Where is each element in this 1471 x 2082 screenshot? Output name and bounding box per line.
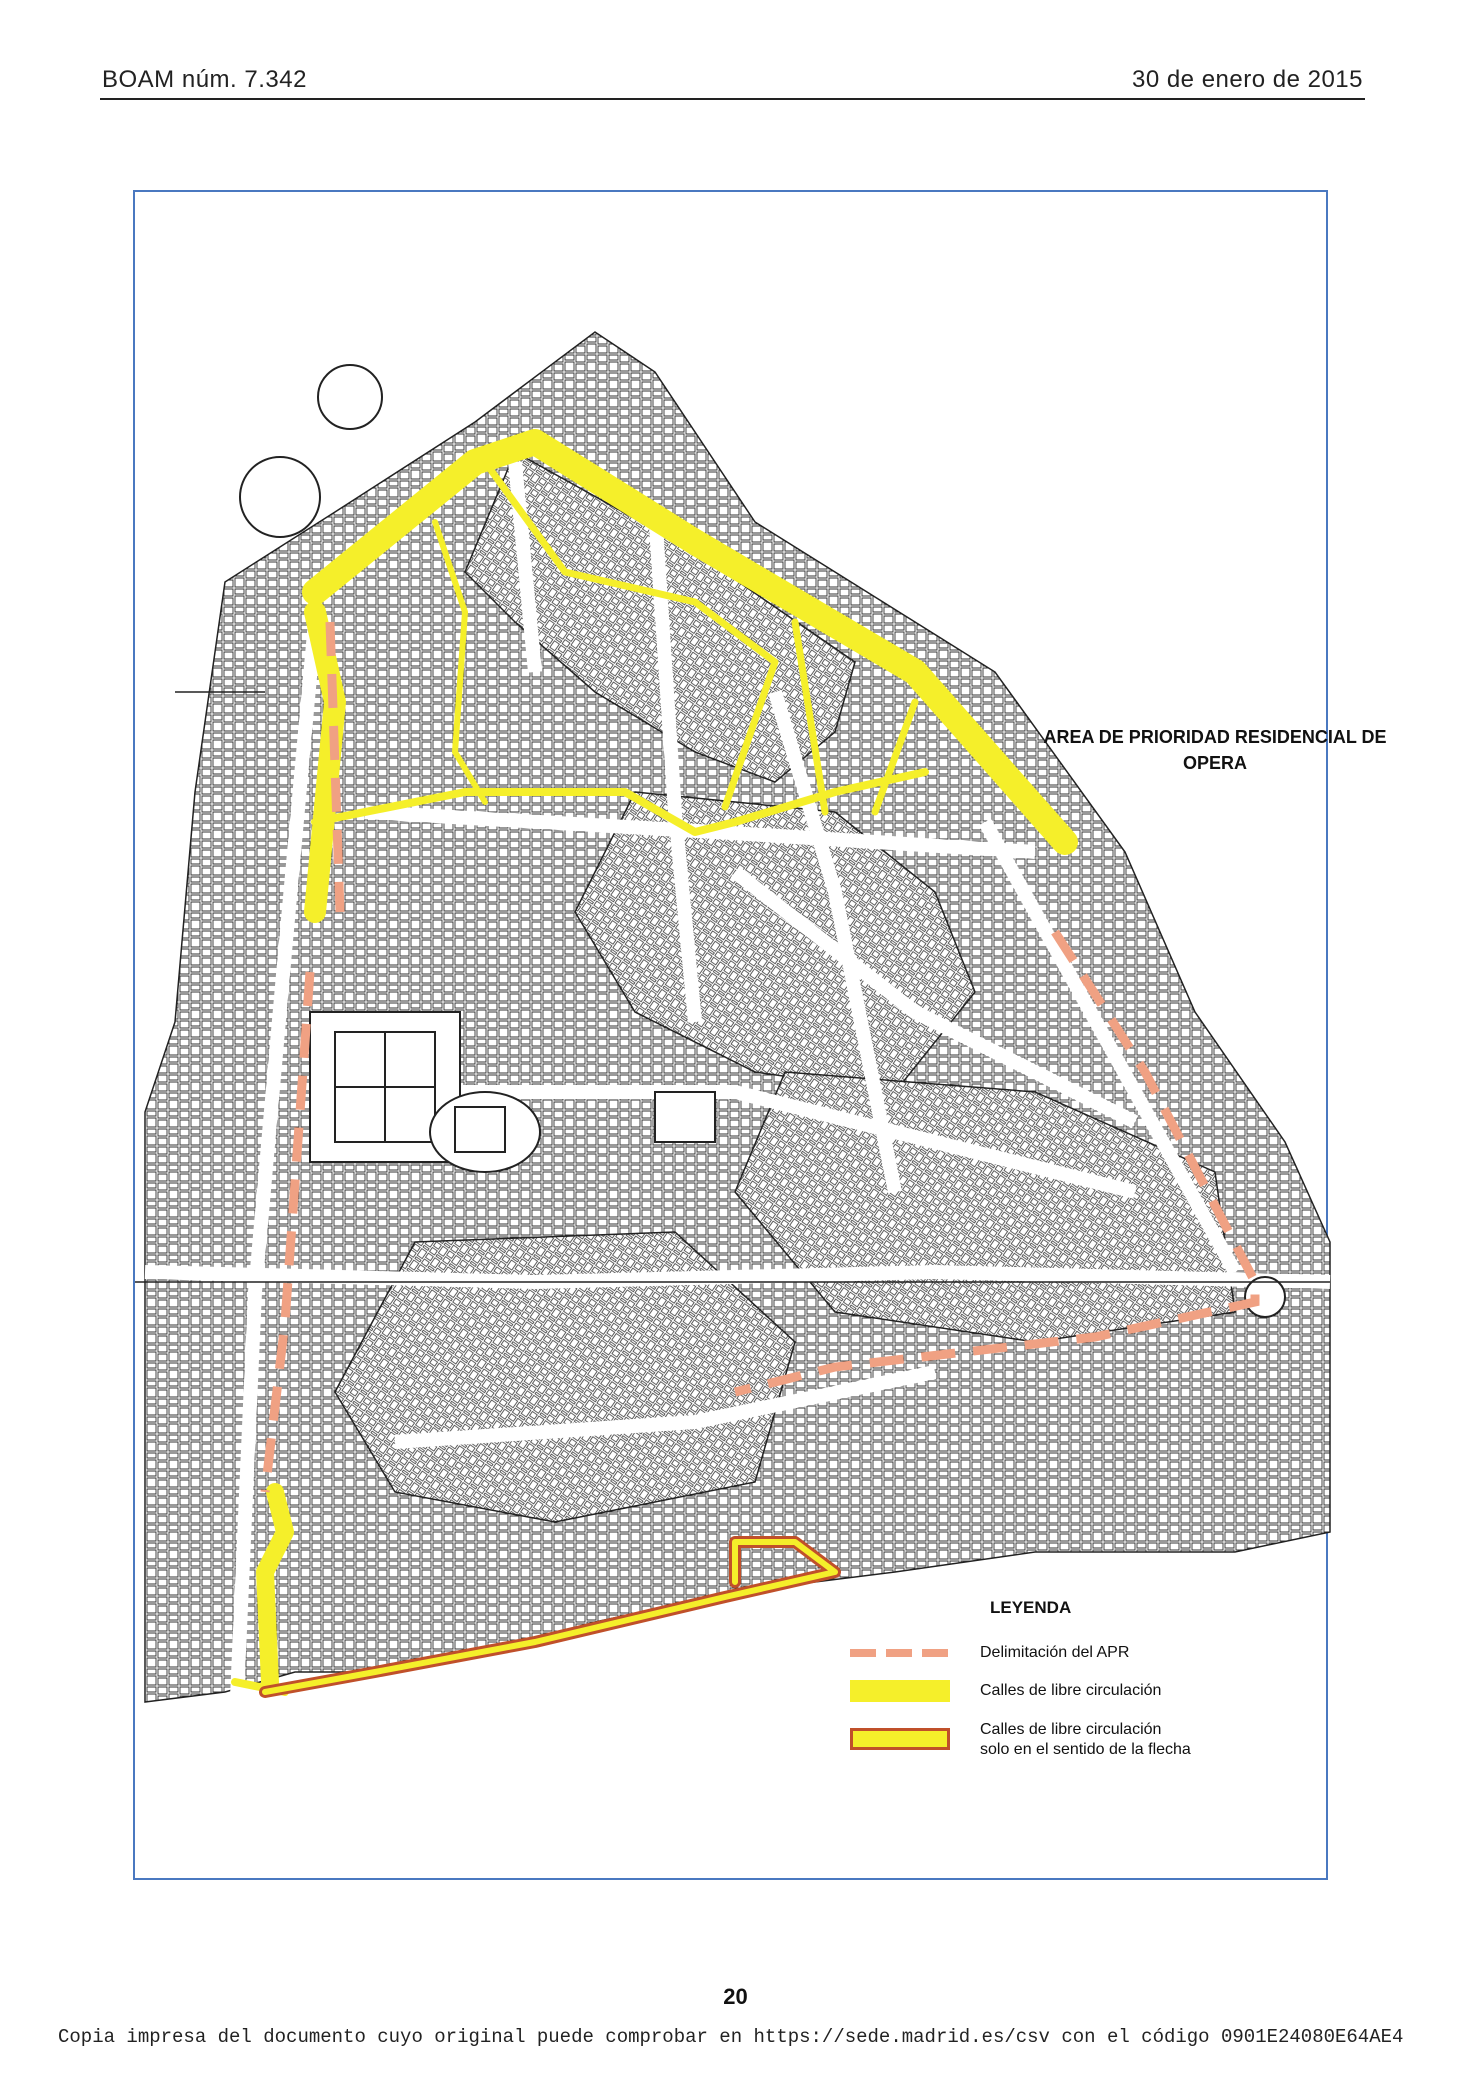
publication-date: 30 de enero de 2015 [1131,66,1363,93]
legend-label-line1: Calles de libre circulación [980,1721,1162,1738]
bulletin-number: BOAM núm. 7.342 [102,66,307,93]
map-title-line2: OPERA [1182,753,1247,773]
map-title [1005,724,1425,776]
outlined-yellow-swatch [850,1728,950,1750]
dashed-line-swatch [850,1642,950,1664]
yellow-swatch [850,1680,950,1702]
legend-label-line2: solo en el sentido de la flecha [980,1741,1191,1758]
verification-footer: Copia impresa del documento cuyo original puede comprobar en https://sede.madrid.es/csv con el código 0901E24080E64AE4 [58,2026,1404,2048]
legend-label: Calles de libre circulación [980,1682,1162,1699]
map-title-line1: AREA DE PRIORIDAD RESIDENCIAL DE [1043,727,1387,747]
page-number: 20 [723,1984,748,2009]
legend-heading: LEYENDA [990,1598,1072,1617]
legend-label-multiline [980,1720,1191,1760]
page-header [100,62,1365,100]
street-map [135,192,1330,1882]
legend-label: Delimitación del APR [980,1644,1130,1661]
map-frame [133,190,1387,1880]
